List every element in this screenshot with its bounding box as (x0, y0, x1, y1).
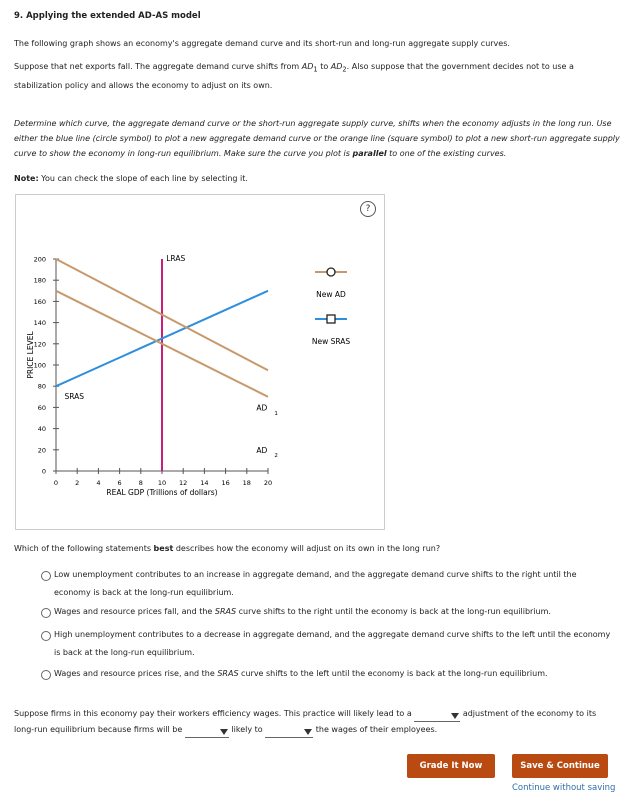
x-tick-label: 2 (75, 479, 80, 487)
x-tick-label: 12 (179, 479, 188, 487)
y-tick-label: 40 (37, 425, 46, 434)
y-tick-label: 200 (33, 255, 46, 264)
x-tick-label: 14 (200, 479, 209, 487)
x-tick-label: 16 (221, 479, 230, 487)
new-sras-label: New SRAS (311, 337, 351, 346)
help-icon[interactable]: ? (360, 201, 376, 217)
graph-canvas[interactable] (16, 195, 384, 529)
y-tick-label: 120 (33, 340, 46, 349)
question-text: Which of the following statements best describes how the economy will adjust on its own in the long run? (14, 544, 441, 553)
continue-without-saving-link[interactable]: Continue without saving (512, 783, 616, 793)
ad1-label: AD (256, 403, 268, 413)
option-radio-3[interactable] (41, 631, 51, 641)
x-axis-label: REAL GDP (Trillions of dollars) (106, 488, 218, 497)
y-tick-label: 0 (41, 467, 46, 476)
intro-text: The following graph shows an economy's aggregate demand curve and its short-run and long-run aggregate supply curves. (14, 39, 510, 48)
option-radio-4[interactable] (41, 670, 51, 680)
sras-label: SRAS (64, 391, 85, 401)
y-tick-label: 20 (37, 446, 46, 455)
chevron-down-icon (220, 729, 228, 735)
graph-panel (15, 194, 385, 530)
option-4-text[interactable]: Wages and resource prices rise, and the SRAS curve shifts to the left until the economy is back at the long-run equilibrium. (54, 669, 548, 678)
option-3-text[interactable]: High unemployment contributes to a decrease in aggregate demand, and the aggregate demand curve shifts to the left until the economy is back at the long-run equilibrium. (54, 630, 611, 657)
new-ad-circle-icon (327, 268, 335, 276)
instructions-text: Determine which curve, the aggregate demand curve or the short-run aggregate supply curve, shifts when the economy adjusts in the long run. Use either the blue line (circle symbol) to plot a new aggregate demand curve or the orange line (square symbol) to plot a new short-run aggregate supply curve to show the economy in long-run equilibrium. Make sure the curve you plot is parallel to one of the existing curves. (14, 119, 620, 158)
new-sras-tool[interactable] (312, 315, 351, 346)
x-tick-label: 8 (138, 479, 143, 487)
option-radio-1[interactable] (41, 571, 51, 581)
ad2-subscript: 2 (274, 453, 278, 460)
x-tick-label: 20 (263, 479, 273, 487)
save-continue-button[interactable]: Save & Continue (512, 754, 608, 778)
y-tick-label: 160 (33, 297, 46, 306)
x-tick-label: 0 (53, 479, 59, 487)
ad1-subscript: 1 (274, 410, 278, 417)
grade-it-now-button[interactable]: Grade It Now (407, 754, 495, 778)
y-tick-label: 180 (33, 276, 46, 285)
page-title: 9. Applying the extended AD-AS model (14, 11, 201, 21)
x-tick-label: 6 (117, 479, 122, 487)
chevron-down-icon (451, 713, 459, 719)
x-tick-label: 18 (242, 479, 251, 487)
x-tick-label: 4 (96, 479, 101, 487)
chevron-down-icon (304, 729, 312, 735)
y-tick-label: 100 (33, 361, 46, 370)
suppose-text: Suppose that net exports fall. The aggregate demand curve shifts from $AD_1$ to $AD_2$. Also suppose that the government decides not to use a stabilization policy and allows the economy to adjust on its own. (14, 62, 574, 90)
y-tick-label: 140 (33, 319, 46, 328)
adjustment-speed-dropdown[interactable] (414, 711, 460, 722)
efficiency-wage-question: Suppose firms in this economy pay their workers efficiency wages. This practice will likely lead to a adjustment of the economy to its long-run equilibrium because firms will be likely to the wages of their employees. (14, 706, 624, 738)
y-axis-label: PRICE LEVEL (26, 331, 35, 379)
ad2-label: AD (256, 445, 268, 455)
lras-label: LRAS (166, 254, 186, 264)
option-radio-2[interactable] (41, 608, 51, 618)
note-text: Note: You can check the slope of each line by selecting it. (14, 174, 248, 183)
likelihood-dropdown[interactable] (185, 727, 229, 738)
y-tick-label: 60 (37, 403, 46, 412)
y-tick-label: 80 (37, 382, 46, 391)
option-1-text[interactable]: Low unemployment contributes to an increase in aggregate demand, and the aggregate demand curve shifts to the right until the economy is back at the long-run equilibrium. (54, 570, 577, 597)
option-2-text[interactable]: Wages and resource prices fall, and the SRAS curve shifts to the right until the economy is back at the long-run equilibrium. (54, 607, 551, 616)
wage-action-dropdown[interactable] (265, 727, 313, 738)
new-ad-tool[interactable] (315, 268, 347, 299)
new-sras-square-icon (327, 315, 335, 323)
x-tick-label: 10 (157, 479, 167, 487)
new-ad-label: New AD (316, 290, 346, 299)
